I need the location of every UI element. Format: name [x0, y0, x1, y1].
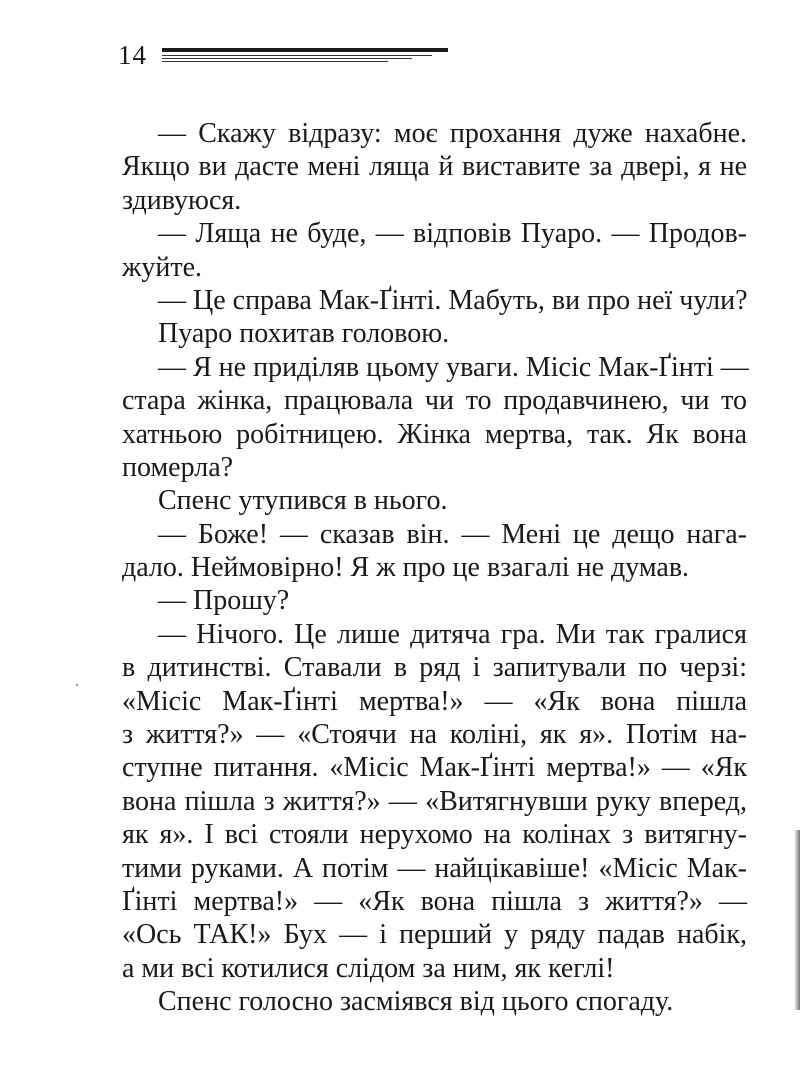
page-edge-shadow	[794, 830, 800, 1010]
text-line: Пуаро похитав головою.	[158, 318, 450, 350]
text-line: в дитинстві. Ставали в ряд і запитували по черзі:	[122, 652, 747, 684]
text-line: Ґінті мертва!» — «Як вона пішла з життя?» —	[122, 885, 747, 917]
page-number: 14	[118, 40, 147, 70]
text-line: Спенс утупився в нього.	[158, 485, 448, 517]
text-line: з життя?» — «Стоячи на коліні, як я». Потім на-	[122, 719, 747, 751]
text-line: стара жінка, працювала чи то продавчинею, чи то	[122, 385, 747, 417]
header-rule-thin	[162, 58, 412, 59]
text-line: — Це справа Мак-Ґінті. Мабуть, ви про неї чули?	[158, 284, 748, 316]
header-rule-thin	[162, 61, 388, 62]
text-line: — Скажу відразу: моє прохання дуже нахабне.	[158, 118, 747, 149]
text-line: а ми всі котилися слідом за ним, як кеглі!	[122, 952, 615, 984]
text-line: Спенс голосно засміявся від цього спогаду.	[158, 986, 674, 1018]
text-line: — Ляща не буде, — відповів Пуаро. — Продов-	[158, 218, 747, 250]
text-line: вона пішла з життя?» — «Витягнувши руку вперед,	[122, 785, 747, 817]
text-line: тими руками. А потім — найцікавіше! «Місіс Мак-	[122, 852, 747, 884]
text-line: — Я не приділяв цьому уваги. Місіс Мак-Ґінті —	[158, 351, 749, 383]
text-line: дало. Неймовірно! Я ж про це взагалі не думав.	[122, 552, 690, 584]
text-line: Якщо ви дасте мені ляща й виставите за двері, я не	[122, 151, 747, 183]
header-rule-thick	[162, 48, 448, 52]
text-line: «Місіс Мак-Ґінті мертва!» — «Як вона пішла	[122, 685, 747, 717]
text-line: ступне питання. «Місіс Мак-Ґінті мертва!» — «Як	[122, 752, 747, 784]
text-line: здивуюся.	[122, 184, 242, 216]
text-line: померла?	[122, 451, 234, 483]
page-header	[118, 40, 458, 70]
text-line: — Прошу?	[158, 585, 290, 617]
text-line: жуйте.	[122, 251, 202, 283]
header-rule-thin	[162, 55, 432, 56]
text-line: хатньою робітницею. Жінка мертва, так. Як вона	[122, 418, 747, 450]
text-line: як я». І всі стояли нерухомо на колінах з витягну-	[122, 819, 747, 851]
text-line: — Боже! — сказав він. — Мені це дещо нага-	[158, 518, 747, 550]
text-line: — Нічого. Це лише дитяча гра. Ми так гралися	[158, 618, 747, 650]
header-rule	[162, 48, 448, 62]
print-speck	[76, 684, 78, 686]
text-line: «Ось ТАК!» Бух — і перший у ряду падав набік,	[122, 919, 747, 951]
body-text	[122, 117, 747, 1019]
